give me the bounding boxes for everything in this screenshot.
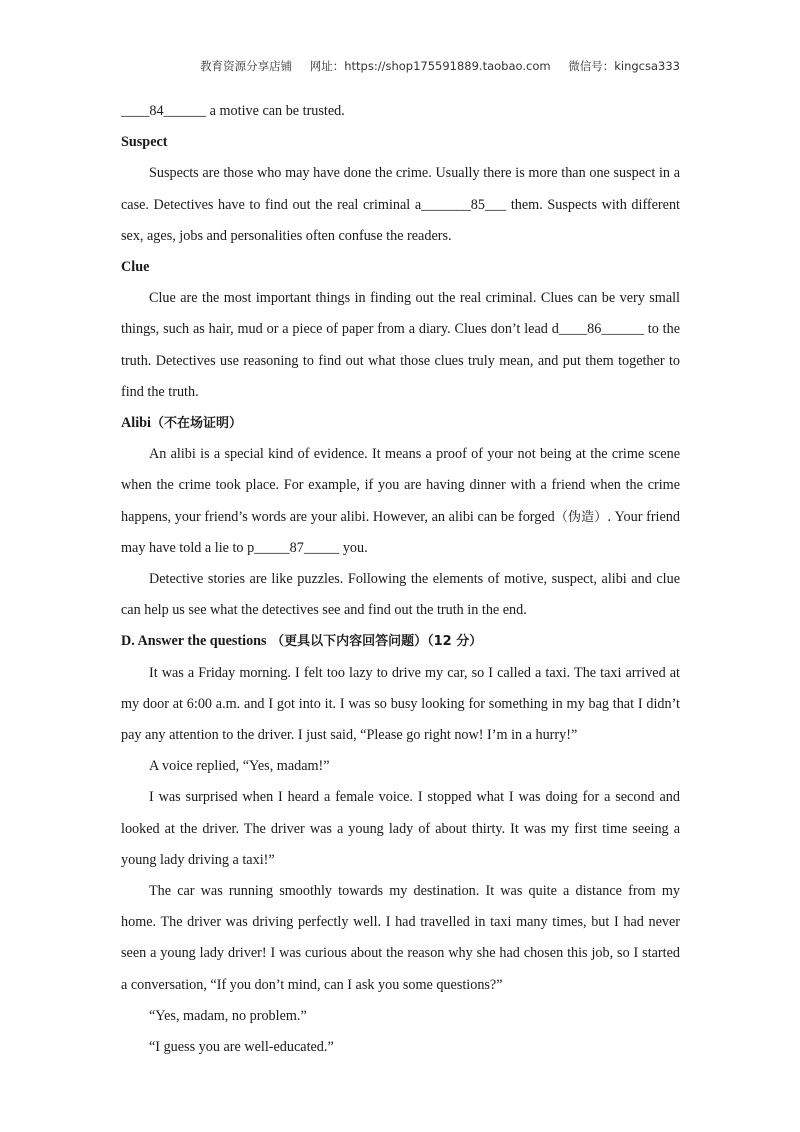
paragraph-84: ____84______ a motive can be trusted. bbox=[121, 103, 345, 119]
heading-section-d bbox=[121, 626, 680, 657]
paragraph-alibi-before: An alibi is a special kind of evidence. It means a proof of your not being at the crime scene when the crime took place. For example, if you are having dinner with a friend when the crime happens, your friend’s words are your alibi. However, an alibi can be forged bbox=[121, 446, 680, 525]
paragraph-puzzles: Detective stories are like puzzles. Following the elements of motive, suspect, alibi and clue can help us see what the detectives see and find out the truth in the end. bbox=[121, 571, 680, 619]
shop-name: 教育资源分享店铺 bbox=[200, 59, 293, 73]
paragraph-story-2: A voice replied, “Yes, madam!” bbox=[149, 758, 330, 775]
heading-alibi bbox=[121, 408, 680, 439]
paragraph-story-3: I was surprised when I heard a female voice. I stopped what I was doing for a second and looked at the driver. The driver was a young lady of about thirty. It was my first time seeing a young lady driving a taxi!” bbox=[121, 789, 680, 868]
paragraph-suspect: Suspects are those who may have done the crime. Usually there is more than one suspect in a case. Detectives have to find out the real criminal a_______85___ them. Suspects with different sex, ages, jobs and personalities often confuse the readers. bbox=[121, 165, 680, 244]
heading-section-d-cjk: （更具以下内容回答问题）（12 分） bbox=[266, 634, 483, 650]
paragraph-story-4: The car was running smoothly towards my destination. It was quite a distance from my home. The driver was driving perfectly well. I had travelled in taxi many times, but I had never seen a young lady driver! I was curious about the reason why she had chosen this job, so I started a conversation, “If you don’t mind, can I ask you some questions?” bbox=[121, 883, 680, 993]
paragraph-story-6: “I guess you are well-educated.” bbox=[149, 1039, 334, 1056]
heading-section-d-text: D. Answer the questions bbox=[121, 633, 267, 650]
paragraph-alibi-after: . Your friend may have told a lie to p_____87_____ you. bbox=[121, 508, 680, 556]
paragraph-story-1: It was a Friday morning. I felt too lazy to drive my car, so I called a taxi. The taxi arrived at my door at 6:00 a.m. and I got into it. I was so busy looking for something in my bag that I didn’t pay any attention to the driver. I just said, “Please go right now! I’m in a hurry!” bbox=[121, 664, 680, 744]
wechat-id: 微信号：kingcsa333 bbox=[568, 59, 680, 73]
heading-alibi-text: Alibi bbox=[121, 415, 151, 432]
heading-suspect: Suspect bbox=[121, 134, 168, 151]
paragraph-clue: Clue are the most important things in finding out the real criminal. Clues can be very small things, such as hair, mud or a piece of paper from a diary. Clues don’t lead d____86______ to the truth. Detectives use reasoning to find out what those clues truly mean, and put them together to find the truth. bbox=[121, 290, 680, 400]
page-header bbox=[186, 58, 680, 74]
shop-url: 网址：https://shop175591889.taobao.com bbox=[309, 59, 551, 73]
heading-clue: Clue bbox=[121, 259, 150, 276]
paragraph-alibi bbox=[121, 439, 680, 564]
heading-alibi-cjk: （不在场证明） bbox=[150, 416, 242, 432]
paragraph-alibi-cjk: （伪造） bbox=[554, 509, 608, 525]
document-body bbox=[121, 96, 680, 1063]
paragraph-story-5: “Yes, madam, no problem.” bbox=[149, 1007, 307, 1024]
